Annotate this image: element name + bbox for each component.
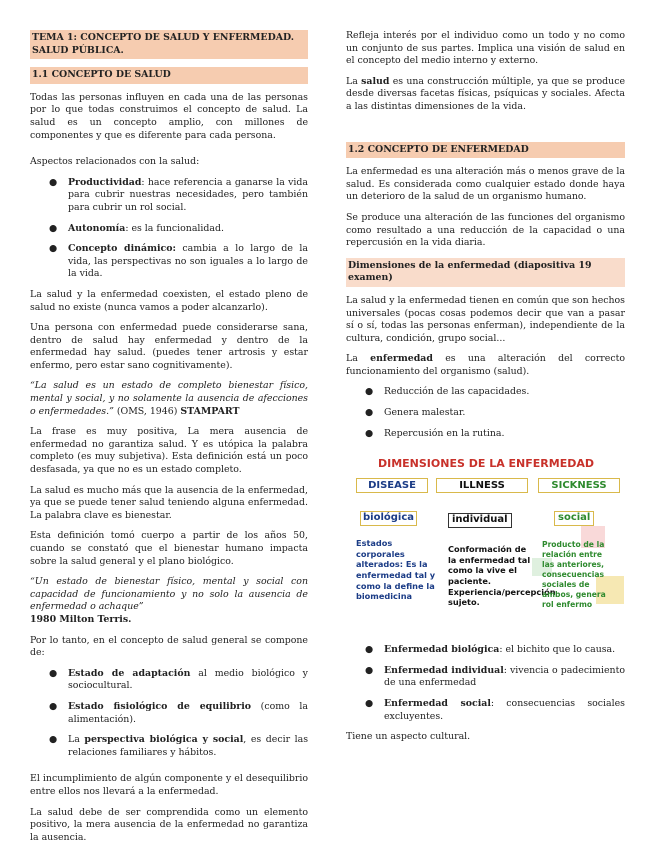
bullet-icon: ● [49,734,58,746]
paragraph: Tiene un aspecto cultural. [346,731,471,743]
paragraph: La enfermedad es una alteración del correcto funcionamiento del organismo (salud). [346,353,625,377]
list-item: ● La perspectiva biológica y social, es decir las relaciones familiares y hábitos. [49,734,309,758]
bullet-icon: ● [365,386,374,398]
bullet-icon: ● [365,698,374,710]
social-label: social [554,511,594,526]
paragraph: El incumplimiento de algún componente y el desequilibrio entre ellos nos llevará a la enfermedad. [30,773,308,797]
paragraph: Una persona con enfermedad puede considerarse sana, dentro de salud hay enfermedad y dentro de la enfermedad hay salud. (puedes tener artrosis y estar enfermo, pero estar sano cognitivamente). [30,322,308,371]
section-heading-salud: 1.1 CONCEPTO DE SALUD [30,67,308,84]
paragraph: La salud es mucho más que la ausencia de la enfermedad, ya que se puede tener salud teniendo alguna enfermedad. La palabra clave es bienestar. [30,484,308,521]
sickness-box: SICKNESS [538,478,620,493]
individual-label: individual [448,513,512,528]
paragraph: Esta definición tomó cuerpo a partir de los años 50, cuando se constató que el bienestar humano impacta sobre la salud general y el plano biológico. [30,530,308,567]
quote-terris: “Un estado de bienestar físico, mental y social con capacidad de funcionamiento y no solo la ausencia de enfermedad o achaque” 1980 Milton Terris. [30,576,308,625]
bullet-icon: ● [49,667,58,679]
bullet-icon: ● [365,407,374,419]
quote-oms: “La salud es un estado de completo bienestar físico, mental y social, y no solamente la ausencia de afecciones o enfermedades.” (OMS, 1946) STAMPART [30,380,308,417]
paragraph: La salud debe de ser comprendida como un elemento positivo, la mera ausencia de la enfermedad no garantiza la ausencia. [30,806,308,843]
list-item: ● Repercusión en la rutina. [365,427,505,439]
section-heading-enfermedad: 1.2 CONCEPTO DE ENFERMEDAD [346,142,625,159]
disease-box: DISEASE [356,478,428,493]
biologica-label: biológica [360,511,417,526]
list-item: ● Estado fisiológico de equilibrio (como la alimentación). [49,700,308,725]
list-item: ● Concepto dinámico: cambia a lo largo de la vida, las perspectivas no son iguales a lo largo de la vida. [49,243,308,280]
right-column [346,30,625,744]
paragraph: Aspectos relacionados con la salud: [30,156,200,168]
page-title: TEMA 1: CONCEPTO DE SALUD Y ENFERMEDAD. SALUD PÚBLICA. [30,30,308,59]
list-item: ● Enfermedad biológica: el bichito que lo causa. [365,644,616,656]
list-item: ● Enfermedad social: consecuencias sociales excluyentes. [365,698,625,722]
bullet-icon: ● [49,700,58,712]
paragraph: La salud es una construcción múltiple, ya que se produce desde diversas facetas físicas, psíquicas y sociales. Afecta a las distintas dimensiones de la vida. [346,75,625,112]
paragraph: Se produce una alteración de las funciones del organismo como resultado a una reducción de la capacidad o una repercusión en la vida diaria. [346,211,625,249]
list-item: ● Estado de adaptación al medio biológico y sociocultural. [49,667,308,692]
list-item: ● Enfermedad individual: vivencia o padecimiento de una enfermedad [365,664,625,689]
left-column [30,30,308,844]
list-item: ● Genera malestar. [365,407,466,419]
bullet-icon: ● [49,222,58,234]
disease-description: Estados corporales alterados: Es la enfermedad tal y como la define la biomedicina [356,538,436,602]
list-item: ● Reducción de las capacidades. [365,386,530,398]
illness-box: ILLNESS [436,478,528,493]
list-item: ● Productividad: hace referencia a ganarse la vida para cubrir nuestras necesidades, pero también para cubrir un rol social. [49,176,308,213]
effects-list [346,386,625,440]
bullet-icon: ● [49,176,58,188]
figure-title: DIMENSIONES DE LA ENFERMEDAD [377,457,594,471]
paragraph: La salud y la enfermedad tienen en común que son hechos universales (pocas cosas podemos decir que van a pasar sí o sí, todas las personas enferman), independiente de la cultura, condición, grupo social... [346,294,625,344]
bullet-icon: ● [365,644,374,656]
paragraph: La salud y la enfermedad coexisten, el estado pleno de salud no existe (nunca vamos a poder alcanzarlo). [30,288,308,313]
list-item: ● Autonomía: es la funcionalidad. [49,222,224,234]
paragraph: La frase es muy positiva, La mera ausencia de enfermedad no garantiza salud. Y es utópica la palabra completo (es muy subjetiva). Esta definición está un poco desfasada, ya que no es un estado completo. [30,426,308,476]
paragraph: Todas las personas influyen en cada una de las personas por lo que todas construimos el concepto de salud. La salud es un concepto amplio, con millones de componentes y que es diferente para cada persona. [30,91,308,141]
bullet-icon: ● [49,243,58,255]
sickness-description: Producto de la relación entre las anteriores, consecuencias sociales de ambos, genera rol enfermo [542,540,606,610]
bullet-icon: ● [365,427,374,439]
bullet-icon: ● [365,664,374,676]
illness-description: Conformación de la enfermedad tal como la vive el paciente. Experiencia/percepción sujeto. [448,544,556,608]
paragraph: La enfermedad es una alteración más o menos grave de la salud. Es considerada como cualquier estado donde haya un deterioro de la salud de un organismo humano. [346,166,625,203]
types-list [346,644,625,723]
paragraph: Refleja interés por el individuo como un todo y no como un conjunto de sus partes. Implica una visión de salud en el concepto del medio interno y externo. [346,30,625,67]
components-list [30,668,308,760]
subheading-dimensiones: Dimensiones de la enfermedad (diapositiva 19 examen) [346,258,625,287]
dimensiones-figure [346,458,626,618]
aspects-list [30,177,308,281]
paragraph: Por lo tanto, en el concepto de salud general se compone de: [30,634,308,659]
